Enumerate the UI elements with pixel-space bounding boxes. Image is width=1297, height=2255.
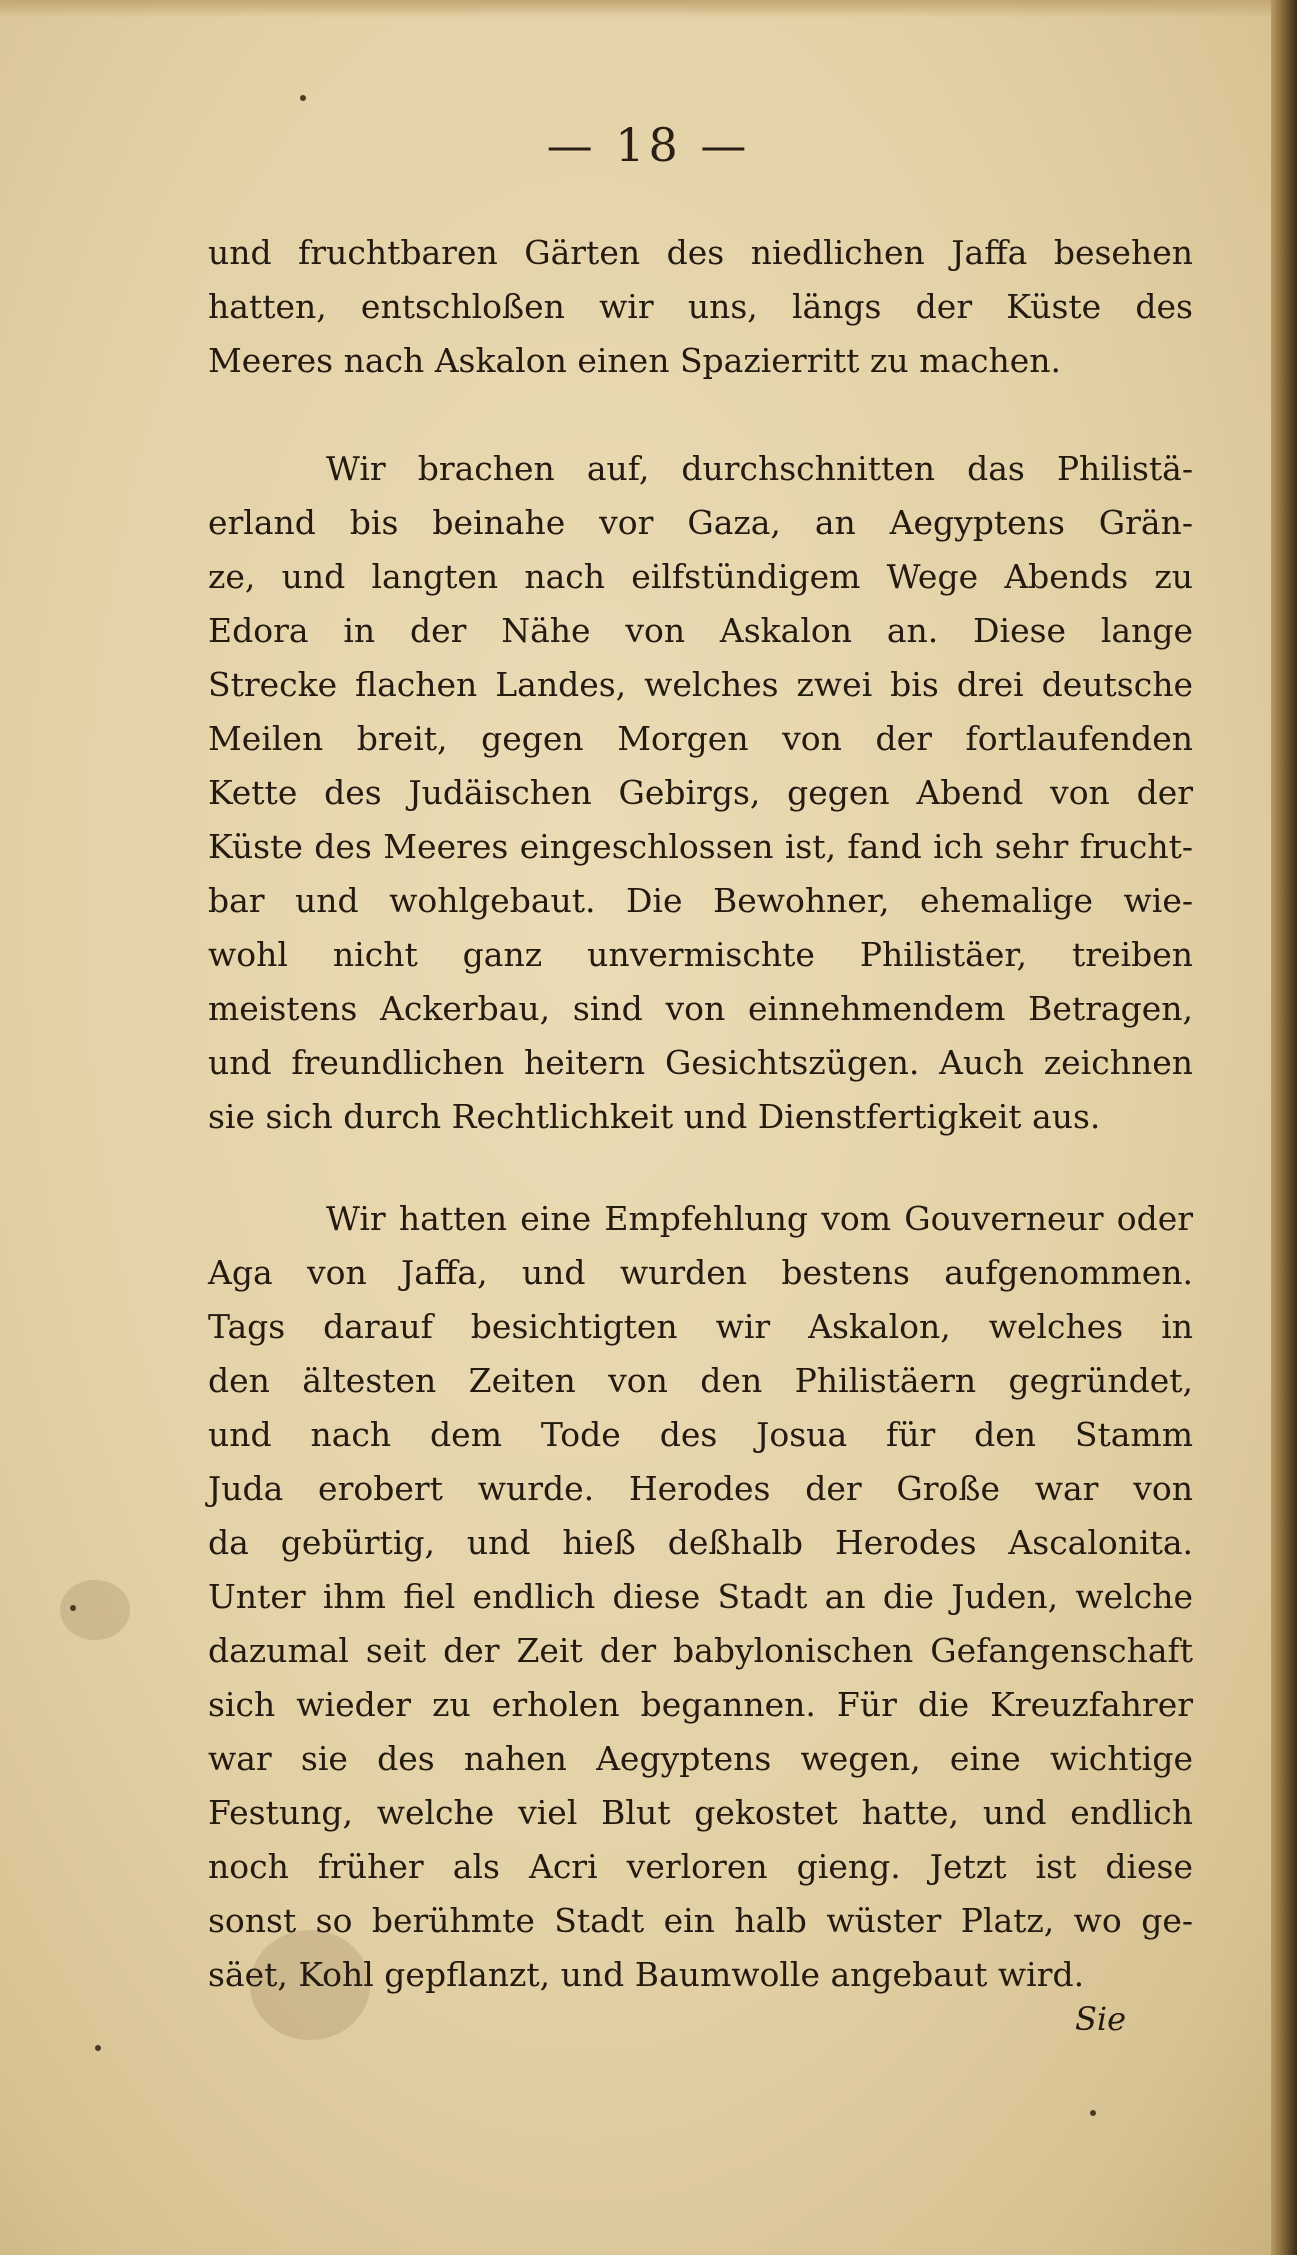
text-line: Strecke flachen Landes, welches zwei bis drei deutsche — [208, 665, 1193, 704]
text-line: sich wieder zu erholen begannen. Für die Kreuzfahrer — [208, 1685, 1193, 1724]
text-line: hatten, entschloßen wir uns, längs der Küste des — [208, 287, 1193, 326]
text-line: Küste des Meeres eingeschlossen ist, fand ich sehr frucht- — [208, 827, 1193, 866]
text-line: Wir hatten eine Empfehlung vom Gouverneur oder — [326, 1199, 1193, 1238]
text-line: wohl nicht ganz unvermischte Philistäer, treiben — [208, 935, 1193, 974]
text-line: Edora in der Nähe von Askalon an. Diese lange — [208, 611, 1193, 650]
text-line: da gebürtig, und hieß deßhalb Herodes Ascalonita. — [208, 1523, 1193, 1562]
text-line: säet, Kohl gepflanzt, und Baumwolle angebaut wird. — [208, 1955, 1085, 1994]
text-line: bar und wohlgebaut. Die Bewohner, ehemalige wie- — [208, 881, 1193, 920]
paper-speck — [95, 2045, 101, 2051]
text-line: und freundlichen heitern Gesichtszügen. Auch zeichnen — [208, 1043, 1193, 1082]
text-line: noch früher als Acri verloren gieng. Jetzt ist diese — [208, 1847, 1193, 1886]
paper-speck — [1090, 2110, 1096, 2116]
text-line: Wir brachen auf, durchschnitten das Philistä- — [326, 449, 1193, 488]
catchword: Sie — [1075, 2000, 1127, 2038]
text-line: Kette des Judäischen Gebirgs, gegen Abend von der — [208, 773, 1193, 812]
text-line: Aga von Jaffa, und wurden bestens aufgenommen. — [208, 1253, 1193, 1292]
text-line: den ältesten Zeiten von den Philistäern gegründet, — [208, 1361, 1193, 1400]
text-line: war sie des nahen Aegyptens wegen, eine wichtige — [208, 1739, 1193, 1778]
text-line: und fruchtbaren Gärten des niedlichen Jaffa besehen — [208, 233, 1193, 272]
paper-speck — [70, 1605, 76, 1611]
page-top-shadow — [0, 0, 1297, 18]
text-line: dazumal seit der Zeit der babylonischen Gefangenschaft — [208, 1631, 1193, 1670]
text-line: erland bis beinahe vor Gaza, an Aegyptens Grän- — [208, 503, 1193, 542]
text-line: Tags darauf besichtigten wir Askalon, welches in — [208, 1307, 1193, 1346]
page-number: — 18 — — [546, 118, 751, 172]
page-right-edge — [1271, 0, 1297, 2255]
text-line: sonst so berühmte Stadt ein halb wüster Platz, wo ge- — [208, 1901, 1193, 1940]
text-line: sie sich durch Rechtlichkeit und Dienstfertigkeit aus. — [208, 1097, 1101, 1136]
text-line: Meilen breit, gegen Morgen von der fortlaufenden — [208, 719, 1193, 758]
text-line: meistens Ackerbau, sind von einnehmendem Betragen, — [208, 989, 1193, 1028]
text-line: Festung, welche viel Blut gekostet hatte, und endlich — [208, 1793, 1193, 1832]
paper-speck — [300, 95, 306, 101]
text-line: Juda erobert wurde. Herodes der Große war von — [208, 1469, 1193, 1508]
text-line: Unter ihm fiel endlich diese Stadt an die Juden, welche — [208, 1577, 1193, 1616]
text-line: und nach dem Tode des Josua für den Stamm — [208, 1415, 1193, 1454]
text-line: ze, und langten nach eilfstündigem Wege Abends zu — [208, 557, 1193, 596]
text-line: Meeres nach Askalon einen Spazierritt zu machen. — [208, 341, 1062, 380]
